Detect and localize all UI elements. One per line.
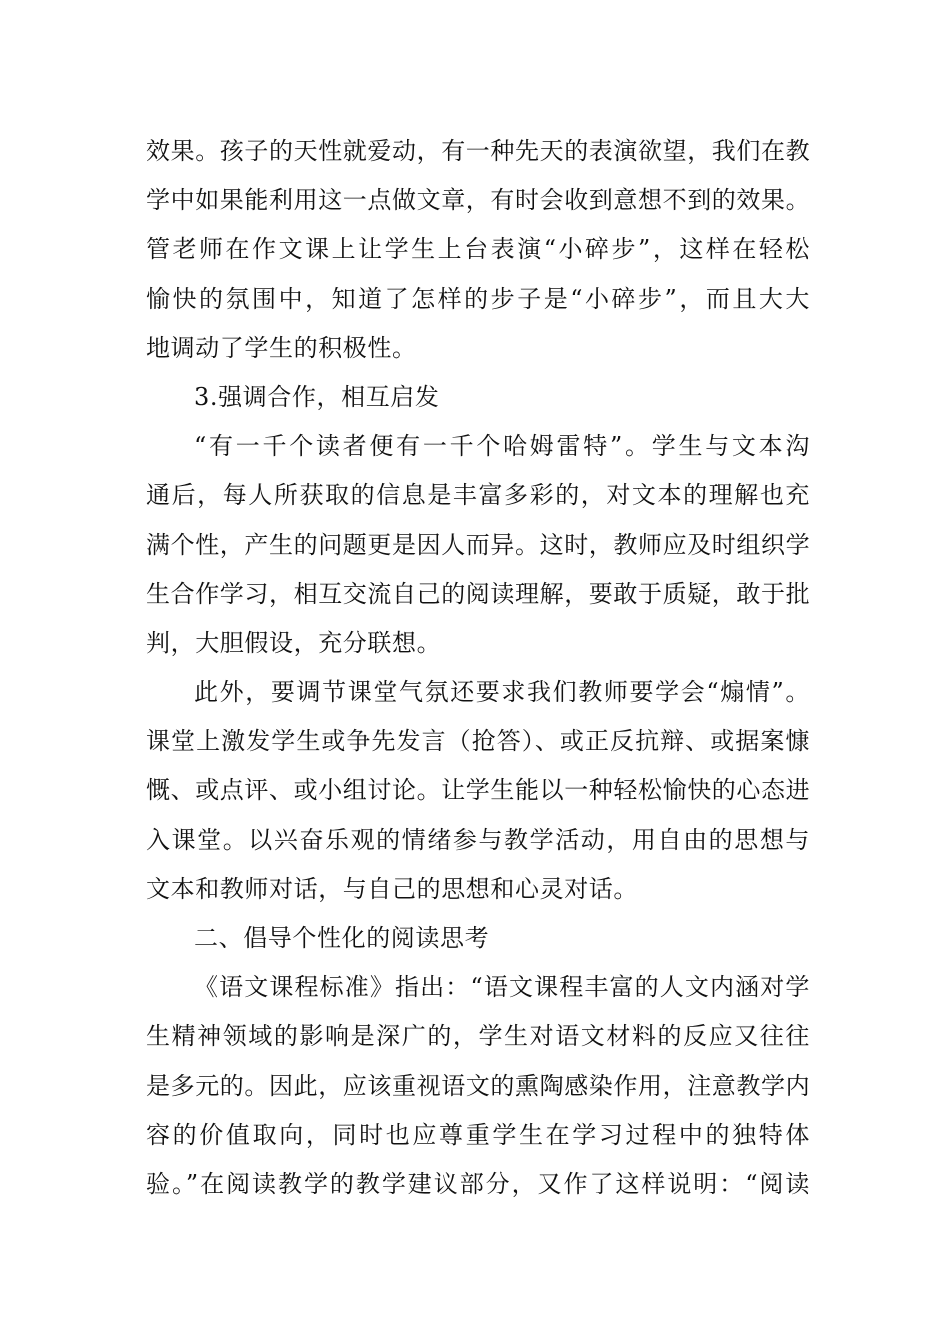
text-line: 课堂上激发学生或争先发言（抢答）、或正反抗辩、或据案慷 bbox=[146, 727, 810, 756]
text-line: 3.强调合作，相互启发 bbox=[194, 382, 440, 411]
body-text bbox=[146, 127, 810, 1209]
text-line: 容的价值取向，同时也应尊重学生在学习过程中的独特体 bbox=[146, 1120, 810, 1149]
text-line: 愉快的氛围中，知道了怎样的步子是“小碎步”，而且大大 bbox=[146, 284, 810, 313]
text-line: 是多元的。因此，应该重视语文的熏陶感染作用，注意教学内 bbox=[146, 1071, 811, 1100]
text-line: 学中如果能利用这一点做文章，有时会收到意想不到的效果。 bbox=[146, 186, 811, 215]
text-line: 生精神领域的影响是深广的，学生对语文材料的反应又往往 bbox=[146, 1022, 810, 1051]
text-line: 文本和教师对话，与自己的思想和心灵对话。 bbox=[146, 874, 638, 903]
text-line: 入课堂。以兴奋乐观的情绪参与教学活动，用自由的思想与 bbox=[146, 825, 810, 854]
text-line: 管老师在作文课上让学生上台表演“小碎步”，这样在轻松 bbox=[146, 235, 810, 264]
text-line: 慨、或点评、或小组讨论。让学生能以一种轻松愉快的心态进 bbox=[146, 776, 811, 805]
text-line: 此外，要调节课堂气氛还要求我们教师要学会“煽情”。 bbox=[194, 678, 810, 707]
text-line: 《语文课程标准》指出：“语文课程丰富的人文内涵对学 bbox=[194, 973, 810, 1002]
text-line: 判，大胆假设，充分联想。 bbox=[146, 628, 442, 657]
text-line: “有一千个读者便有一千个哈姆雷特”。学生与文本沟 bbox=[194, 432, 810, 461]
text-line: 满个性，产生的问题更是因人而异。这时，教师应及时组织学 bbox=[146, 530, 811, 559]
text-line: 验。”在阅读教学的教学建议部分，又作了这样说明：“阅读 bbox=[146, 1169, 810, 1198]
text-line: 通后，每人所获取的信息是丰富多彩的，对文本的理解也充 bbox=[146, 481, 810, 510]
text-line: 效果。孩子的天性就爱动，有一种先天的表演欲望，我们在教 bbox=[146, 137, 811, 165]
text-line: 地调动了学生的积极性。 bbox=[146, 333, 417, 362]
text-line: 生合作学习，相互交流自己的阅读理解，要敢于质疑，敢于批 bbox=[146, 579, 811, 608]
text-line: 二、倡导个性化的阅读思考 bbox=[194, 924, 490, 952]
